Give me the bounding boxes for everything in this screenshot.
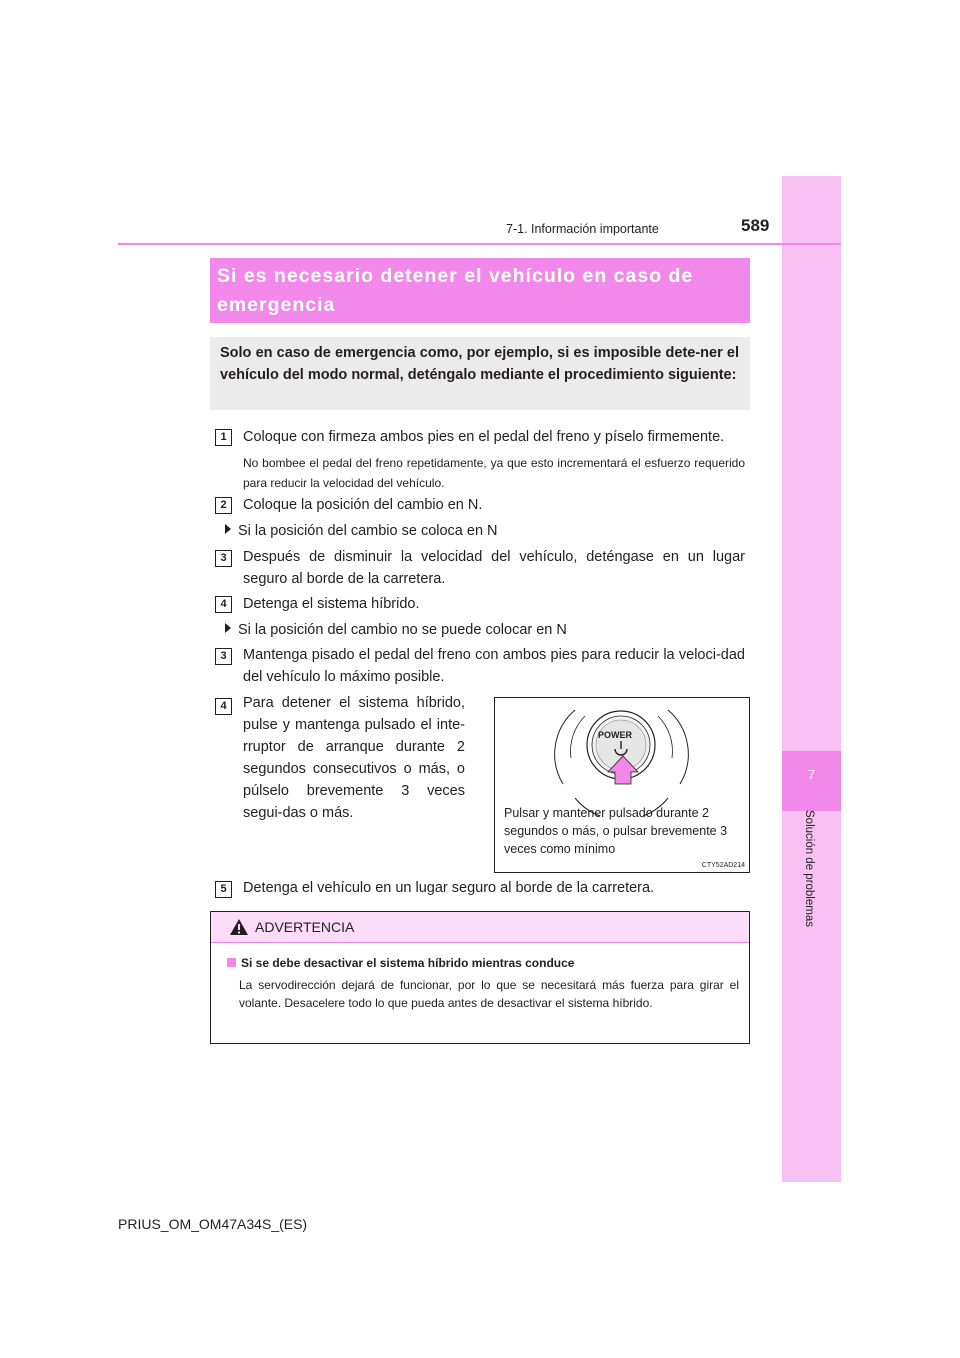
chapter-number: 7 [807,767,816,782]
step-text: Para detener el sistema híbrido, pulse y mantenga pulsado el inte-rruptor de arranque durante 2 segundos consecutivos o más, o púlselo brevemente 3 veces segui-das o más. [243,695,465,821]
power-button-label: POWER [598,730,633,740]
warning-subtitle: Si se debe desactivar el sistema híbrido mientras conduce [241,956,575,970]
step-text: Después de disminuir la velocidad del vehículo, deténgase en un lugar seguro al borde de la carretera. [243,549,745,587]
figure-code: CTY52AD214 [701,862,745,869]
page-number: 589 [741,216,770,235]
step-number: 2 [215,497,232,514]
arrow-right-icon [225,623,231,633]
arrow-right-icon [225,524,231,534]
step-number: 4 [215,698,232,715]
step-note: No bombee el pedal del freno repetidamente, ya que esto incrementará el esfuerzo requerido para reducir la velocidad del vehículo. [243,456,745,490]
step-number: 3 [215,550,232,567]
warning-box [210,911,750,1044]
step-number: 1 [215,429,232,446]
warning-title: ADVERTENCIA [255,919,355,935]
square-bullet-icon [227,958,236,967]
step-text: Coloque la posición del cambio en N. [243,497,483,513]
warning-header [211,912,749,943]
branch-label: Si la posición del cambio no se puede colocar en N [238,622,567,638]
section-heading: 7-1. Información importante [506,222,659,236]
branch-heading [225,520,498,542]
warning-triangle-icon [229,918,249,936]
warning-body: La servodirección dejará de funcionar, por lo que se necesitará más fuerza para girar el volante. Desacelere todo lo que pueda antes de desactivar el sistema híbrido. [239,978,739,1010]
page-title: Si es necesario detener el vehículo en caso de emergencia [210,258,750,323]
chapter-side-tab [782,176,841,1182]
warning-subtitle-row [227,956,574,970]
step-text: Detenga el sistema híbrido. [243,596,420,612]
step-number: 4 [215,596,232,613]
step-number: 3 [215,648,232,665]
header-rule [118,243,841,245]
branch-heading [225,619,567,641]
step-text: Detenga el vehículo en un lugar seguro al borde de la carretera. [243,880,655,896]
chapter-title: Solución de problemas [803,810,815,927]
figure-caption: Pulsar y mantener pulsado durante 2 segundos o más, o pulsar brevemente 3 veces como mínimo [504,806,728,856]
document-code: PRIUS_OM_OM47A34S_(ES) [118,1216,308,1232]
step-text: Coloque con firmeza ambos pies en el pedal del freno y píselo firmemente. [243,429,725,445]
branch-label: Si la posición del cambio se coloca en N [238,523,498,539]
step-text: Mantenga pisado el pedal del freno con ambos pies para reducir la veloci-dad del vehículo lo máximo posible. [243,647,745,685]
intro-box: Solo en caso de emergencia como, por ejemplo, si es imposible dete-ner el vehículo del modo normal, deténgalo mediante el procedimiento siguiente: [210,337,750,410]
chapter-number-box [782,751,841,811]
step-number: 5 [215,881,232,898]
power-switch-figure [494,697,750,873]
